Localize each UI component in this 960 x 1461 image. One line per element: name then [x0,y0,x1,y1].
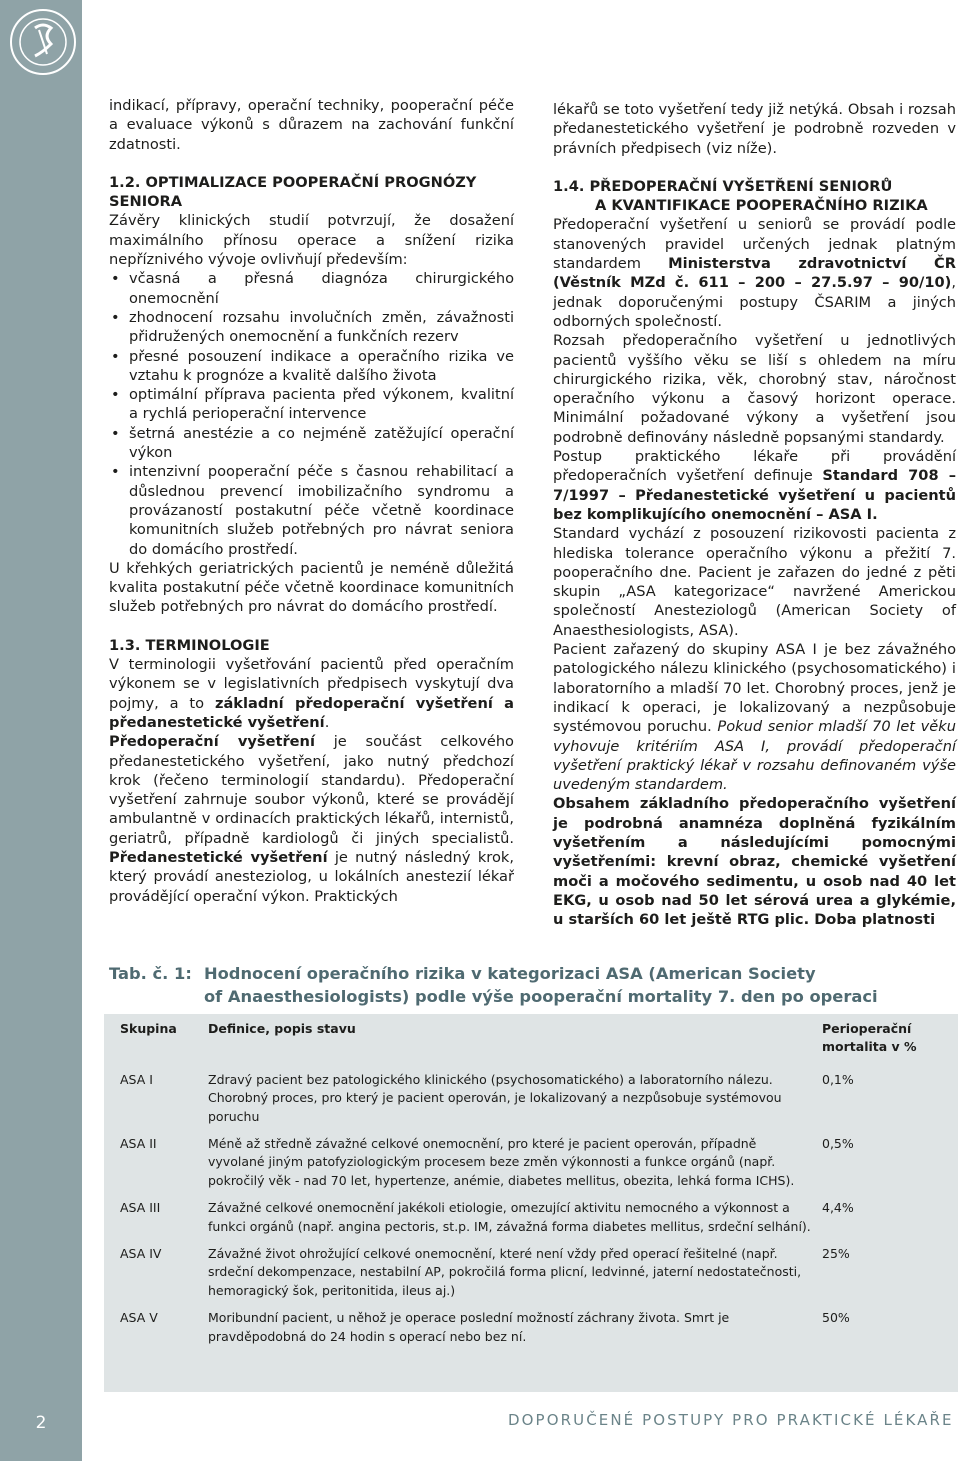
cell-mortality: 0,5% [822,1136,854,1152]
sidebar-band [0,0,82,1461]
table-row [109,1071,952,1135]
text-run: V terminologii vyšetřování pacientů před operačním výkonem se v legislativních předpisech vyskytují dva pojmy, a to [109,656,514,712]
cell-definition: Moribundní pacient, u něhož je operace poslední možností záchrany života. Smrt je pravděpodobná do 24 hodin s operací nebo bez ní. [208,1310,730,1344]
text-run: Předoperační vyšetření u seniorů se provádí podle stanovených pravidel určených jednak platným standardem [553,216,956,273]
cell-group: ASA IV [120,1246,162,1262]
table-caption-line-1: Hodnocení operačního rizika v kategorizaci ASA (American Society [204,964,816,983]
text-run: Postup praktického lékaře při provádění předoperačních vyšetření definuje [553,448,956,485]
bold-run: Předanestetické vyšetření [109,848,328,866]
section-1-2-paragraph: Závěry klinických studií potvrzují, že dosažení maximálního přínosu operace a snížení rizika nepříznivého vývoje ovlivňují především: [109,212,514,269]
list-item: • intenzivní pooperační péče s časnou rehabilitací a důslednou prevencí imobilizačního syndromu a provázaností postakutní péče včetně koordinace komunitních služeb potřebných pro návrat seniora do domácího prostředí. [109,462,514,558]
footer-title: DOPORUČENÉ POSTUPY PRO PRAKTICKÉ LÉKAŘE [508,1411,954,1429]
text-run: je součást celkového předanestetického vyšetření, jako nutný předchozí krok (řečeno terminologií standardu). Předoperační vyšetření zahrnuje soubor výkonů, které se provádějí ambulantně v ordinacích praktických lékařů, internistů, geriatrů, případně kardiologů či jiných specialistů. [109,733,514,847]
cell-group: ASA III [120,1200,161,1216]
table-row [109,1199,952,1245]
cell-definition: Méně až středně závažné celkové onemocnění, pro které je pacient operován, případně vyvolané jiným patofyziologickým procesem beze změn výkonnosti a funkce orgánů (např. pokročilý věk - nad 70 let, hypertenze, anémie, diabetes mellitus, obezita, lehká forma ICHS). [208,1136,795,1188]
title-line: A KVANTIFIKACE POOPERAČNÍHO RIZIKA [595,197,928,215]
cell-group: ASA V [120,1310,158,1326]
right-paragraph-5 [553,640,956,794]
table-row [109,1135,952,1199]
list-item: • šetrná anestézie a co nejméně zatěžující operační výkon [109,424,514,463]
society-seal-icon [9,8,77,76]
right-paragraph-4: Standard vychází z posouzení rizikovosti pacienta z hlediska tolerance operačního výkonu a přežití 7. pooperačního dne. Pacient je zařazen do jedné z pěti skupin „ASA kategorizace“ navržené Americkou společností Anesteziologů (American Society of Anaesthesiologists, ASA). [553,525,956,639]
header-definition: Definice, popis stavu [208,1021,356,1036]
right-paragraph-3 [553,447,956,524]
list-item: • přesné posouzení indikace a operačního rizika ve vztahu k prognóze a kvalitě dalšího života [109,347,514,386]
right-intro: lékařů se toto vyšetření tedy již netýká. Obsah i rozsah předanestetického vyšetření je podrobně rozveden v právních předpisech (viz níže). [553,101,956,157]
header-mortality: Perioperační mortalita v % [822,1021,917,1055]
text-run: . [324,713,330,731]
section-1-4-title [553,177,956,216]
bold-run: Obsahem základního předoperačního vyšetření je podrobná anamnéza doplněná fyzikálním vyšetřením a následujícími pomocnými vyšetřeními: krevní obraz, chemické vyšetření moči a močového sedimentu, u osob nad 40 let EKG, u osob nad 50 let sérová urea a glykémie, u starších 60 let ještě RTG plic. Doba platnosti [553,795,956,929]
cell-definition: Zdravý pacient bez patologického klinického (psychosomatického) a laboratorního nálezu. Chorobný proces, pro který je pacient operován, je lokalizovaný a nezpůsobuje systémovou poruchu [208,1071,782,1124]
bullet-list [109,269,514,558]
bold-run: základní předoperační vyšetření a předanestetické vyšetření [109,694,514,731]
cell-mortality: 4,4% [822,1200,854,1216]
bold-run: Ministerstva zdravotnictví ČR (Věstník MZd č. 611 – 200 – 27.5.97 – 90/10) [553,255,956,292]
list-item: • zhodnocení rozsahu involučních změn, závažnosti přidružených onemocnění a funkčních rezerv [109,308,514,347]
text-run: , jednak doporučenými postupy ČSARIM a jiných odborných společností. [553,274,956,330]
table-caption [109,962,939,1008]
table-header-row [109,1020,952,1071]
section-1-2-closing: U křehkých geriatrických pacientů je neméně důležitá kvalita postakutní péče včetně koordinace komunitních služeb potřebných pro návrat do domácího prostředí. [109,559,514,616]
italic-run: Pokud senior mladší 70 let věku vyhovuje kritériím ASA I, provádí předoperační vyšetření praktický lékař v rozsahu definovaném výše uvedeným standardem. [553,718,956,794]
list-item: • optimální příprava pacienta před výkonem, kvalitní a rychlá perioperační intervence [109,385,514,424]
asa-table [109,1020,952,1355]
right-paragraph-1 [553,215,956,331]
cell-mortality: 25% [822,1246,850,1262]
table-row [109,1245,952,1309]
page-number: 2 [35,1413,47,1433]
list-item: • včasná a přesná diagnóza chirurgického onemocnění [109,269,514,308]
left-column [109,96,514,906]
table-caption-label: Tab. č. 1: [109,964,192,983]
section-1-3-paragraph-1 [109,655,514,732]
table-caption-line-2: of Anaesthesiologists) podle výše pooperační mortality 7. den po operaci [204,987,878,1006]
cell-mortality: 0,1% [822,1071,854,1087]
text-run: Pacient zařazený do skupiny ASA I je bez závažného patologického nálezu klinického (psychosomatického) i laboratorního a mladší 70 let. Chorobný proces, jenž je indikací k operaci, je lokalizovaný a nezpůsobuje systémovou poruchu. [553,641,956,736]
cell-mortality: 50% [822,1310,850,1326]
title-line: 1.4. PŘEDOPERAČNÍ VYŠETŘENÍ SENIORŮ [553,177,893,195]
header-group: Skupina [120,1021,177,1036]
cell-definition: Závažné celkové onemocnění jakékoli etiologie, omezující aktivitu nemocného a výkonnost a funkci orgánů (např. angina pectoris, st.p. IM, závažná forma diabetes mellitus, srdeční selhání). [208,1200,811,1234]
cell-definition: Závažné život ohrožující celkové onemocnění, které není vždy před operací řešitelné (např. srdeční dekompenzace, nestabilní AP, pokročilá forma plicní, ledvinné, jaterní nedostatečnosti, hemoragický šok, peritonitida, ileus aj.) [208,1246,802,1298]
cell-group: ASA I [120,1071,153,1087]
right-paragraph-2: Rozsah předoperačního vyšetření u jednotlivých pacientů vyššího věku se liší s ohledem na míru chirurgického rizika, věk, chorobný stav, náročnost operačního výkonu a časový horizont operace. Minimální požadované výkony a vyšetření jsou podrobně definovány následně popsanými standardy. [553,332,956,446]
bold-run: Předoperační vyšetření [109,733,315,751]
table-row [109,1309,952,1355]
cell-group: ASA II [120,1136,157,1152]
right-paragraph-6 [553,794,956,929]
text-run: je nutný následný krok, který provádí anesteziolog, u lokálních anestezií lékař provádějící operační výkon. Praktických [109,848,514,905]
right-column [553,100,956,929]
left-intro: indikací, přípravy, operační techniky, pooperační péče a evaluace výkonů s důrazem na zachování funkční zdatnosti. [109,97,514,153]
section-1-2-title: 1.2. OPTIMALIZACE POOPERAČNÍ PROGNÓZY SENIORA [109,173,477,211]
section-1-3-title: 1.3. TERMINOLOGIE [109,636,270,654]
section-1-3-paragraph-2 [109,732,514,906]
bold-run: Standard 708 – 7/1997 – Předanestetické vyšetření u pacientů bez komplikujícího onemocnění – ASA I. [553,467,956,523]
